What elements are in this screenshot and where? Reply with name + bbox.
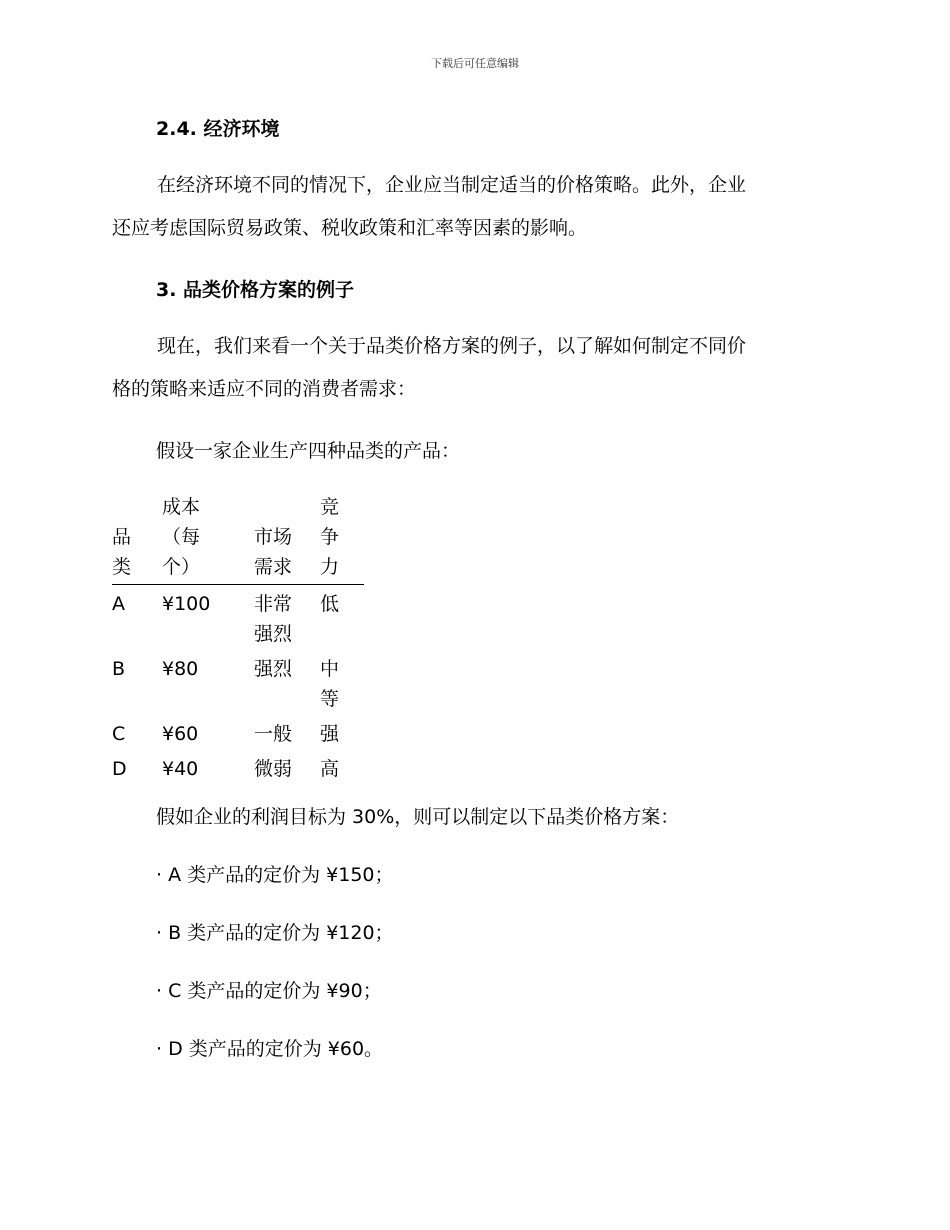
section-2-4-heading: 2.4. 经济环境 bbox=[156, 118, 280, 140]
table-row bbox=[112, 650, 364, 715]
table-header-row bbox=[112, 492, 364, 585]
header-category: 品 类 bbox=[112, 492, 162, 585]
paragraph-line: 在经济环境不同的情况下，企业应当制定适当的价格策略。此外，企业 bbox=[157, 174, 747, 196]
page-header: 下载后可任意编辑 bbox=[431, 57, 519, 70]
bullet-item-c: · C 类产品的定价为 ¥90； bbox=[156, 980, 382, 1002]
table-row bbox=[112, 750, 364, 785]
cell-demand: 强烈 bbox=[254, 658, 293, 680]
cell-demand: 非常 强烈 bbox=[254, 593, 293, 645]
cell-demand: 微弱 bbox=[254, 758, 293, 780]
cell-competition: 中 等 bbox=[320, 658, 340, 710]
cell-demand: 一般 bbox=[254, 723, 293, 745]
header-demand: 市场 需求 bbox=[254, 492, 320, 585]
section-3-heading: 3. 品类价格方案的例子 bbox=[156, 279, 355, 301]
table-row bbox=[112, 585, 364, 651]
cell-cost: ¥60 bbox=[162, 723, 199, 745]
paragraph-line: 现在，我们来看一个关于品类价格方案的例子，以了解如何制定不同价 bbox=[157, 335, 747, 357]
paragraph-line: 格的策略来适应不同的消费者需求： bbox=[112, 378, 417, 400]
cell-competition: 低 bbox=[320, 593, 340, 615]
table-row bbox=[112, 715, 364, 750]
cell-category: D bbox=[112, 758, 127, 780]
cell-cost: ¥40 bbox=[162, 758, 199, 780]
cell-category: C bbox=[112, 723, 126, 745]
bullet-item-d: · D 类产品的定价为 ¥60。 bbox=[156, 1038, 384, 1060]
cell-category: A bbox=[112, 593, 125, 615]
header-competition: 竞 争 力 bbox=[320, 492, 364, 585]
paragraph-line: 还应考虑国际贸易政策、税收政策和汇率等因素的影响。 bbox=[112, 217, 588, 239]
cell-category: B bbox=[112, 658, 126, 680]
cell-cost: ¥100 bbox=[162, 593, 211, 615]
section-3-paragraph bbox=[112, 325, 832, 411]
cell-cost: ¥80 bbox=[162, 658, 199, 680]
header-cost: 成本 （每 个） bbox=[162, 492, 254, 585]
cell-competition: 高 bbox=[320, 758, 340, 780]
category-table bbox=[112, 492, 364, 785]
bullet-item-b: · B 类产品的定价为 ¥120； bbox=[156, 922, 394, 944]
cell-competition: 强 bbox=[320, 723, 340, 745]
section-2-4-paragraph bbox=[112, 164, 832, 250]
bullet-item-a: · A 类产品的定价为 ¥150； bbox=[156, 864, 394, 886]
profit-target-line: 假如企业的利润目标为 30%，则可以制定以下品类价格方案： bbox=[156, 806, 680, 828]
intro-line: 假设一家企业生产四种品类的产品： bbox=[156, 440, 461, 462]
